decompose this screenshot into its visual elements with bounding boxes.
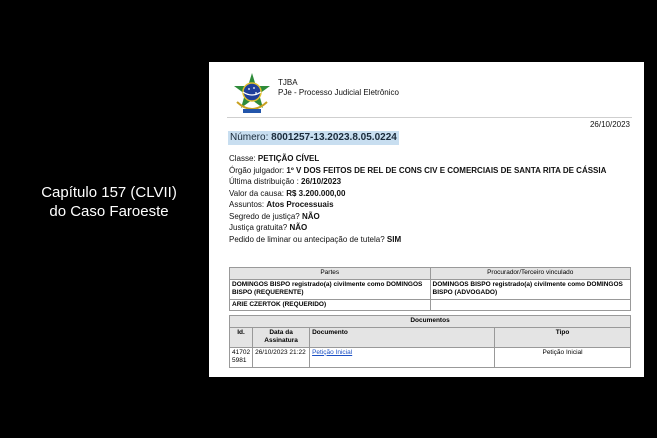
field-valor-label: Valor da causa:: [229, 188, 284, 198]
field-distribuicao: [229, 176, 629, 188]
field-classe-label: Classe:: [229, 154, 256, 163]
document-type: Petição Inicial: [495, 347, 631, 367]
process-number-value: 8001257-13.2023.8.05.0224: [271, 132, 397, 143]
table-row: [230, 299, 631, 311]
party-requerente: DOMINGOS BISPO registrado(a) civilmente como DOMINGOS BISPO (REQUERENTE): [230, 279, 431, 299]
header-divider: [227, 117, 632, 118]
document-date-signed: 26/10/2023 21:22: [253, 347, 310, 367]
field-classe-value: PETIÇÃO CÍVEL: [257, 154, 320, 163]
field-gratuita: [229, 222, 629, 234]
documents-col-data: Data da Assinatura: [253, 327, 310, 347]
parties-col-procurador: Procurador/Terceiro vinculado: [430, 268, 631, 280]
documents-col-documento: Documento: [310, 327, 495, 347]
field-liminar-value: SIM: [386, 234, 402, 244]
org-acronym: TJBA: [278, 78, 298, 87]
documents-table: [229, 315, 631, 368]
caption-line-1: Capítulo 157 (CLVII): [41, 184, 177, 201]
process-fields: [229, 153, 629, 245]
document-page: [209, 62, 644, 377]
field-valor-value: R$ 3.200.000,00: [286, 188, 346, 198]
field-liminar: [229, 234, 629, 246]
document-link[interactable]: Petição Inicial: [310, 347, 495, 367]
procurador-advogado: DOMINGOS BISPO registrado(a) civilmente como DOMINGOS BISPO (ADVOGADO): [430, 279, 631, 299]
table-row: [230, 347, 631, 367]
table-row: [230, 279, 631, 299]
org-system-name: PJe - Processo Judicial Eletrônico: [278, 88, 399, 97]
field-distribuicao-value: 26/10/2023: [301, 177, 342, 186]
field-segredo: [229, 211, 629, 223]
process-number: [228, 131, 399, 145]
field-assuntos-value: Atos Processuais: [266, 200, 334, 209]
field-assuntos: [229, 199, 629, 211]
documents-col-id: Id.: [230, 327, 253, 347]
party-requerido: ARIE CZERTOK (REQUERIDO): [230, 299, 431, 311]
field-gratuita-label: Justiça gratuita?: [229, 223, 288, 232]
video-caption: [14, 183, 204, 221]
field-valor: [229, 188, 629, 200]
field-orgao-value: 1º V DOS FEITOS DE REL DE CONS CIV E COMERCIAIS DE SANTA RITA DE CÁSSIA: [286, 165, 607, 175]
field-assuntos-label: Assuntos:: [229, 200, 265, 209]
document-id: 41702 5981: [230, 347, 253, 367]
bahia-coat-of-arms-icon: [231, 72, 273, 116]
field-classe: [229, 153, 629, 165]
process-number-label: Número:: [230, 132, 269, 143]
documents-table-title: Documentos: [230, 316, 631, 328]
field-orgao-label: Órgão julgador:: [229, 165, 285, 175]
field-gratuita-value: NÃO: [289, 223, 308, 232]
parties-col-partes: Partes: [230, 268, 431, 280]
field-orgao: [229, 165, 629, 177]
parties-table: [229, 267, 631, 311]
document-date: 26/10/2023: [589, 120, 630, 129]
documents-col-tipo: Tipo: [495, 327, 631, 347]
org-header: [278, 78, 399, 98]
field-distribuicao-label: Última distribuição :: [229, 177, 299, 186]
field-segredo-label: Segredo de justiça?: [229, 211, 300, 221]
field-segredo-value: NÃO: [301, 211, 320, 221]
field-liminar-label: Pedido de liminar ou antecipação de tutela?: [229, 234, 385, 244]
caption-line-2: do Caso Faroeste: [49, 203, 169, 220]
procurador-empty: [430, 299, 631, 311]
